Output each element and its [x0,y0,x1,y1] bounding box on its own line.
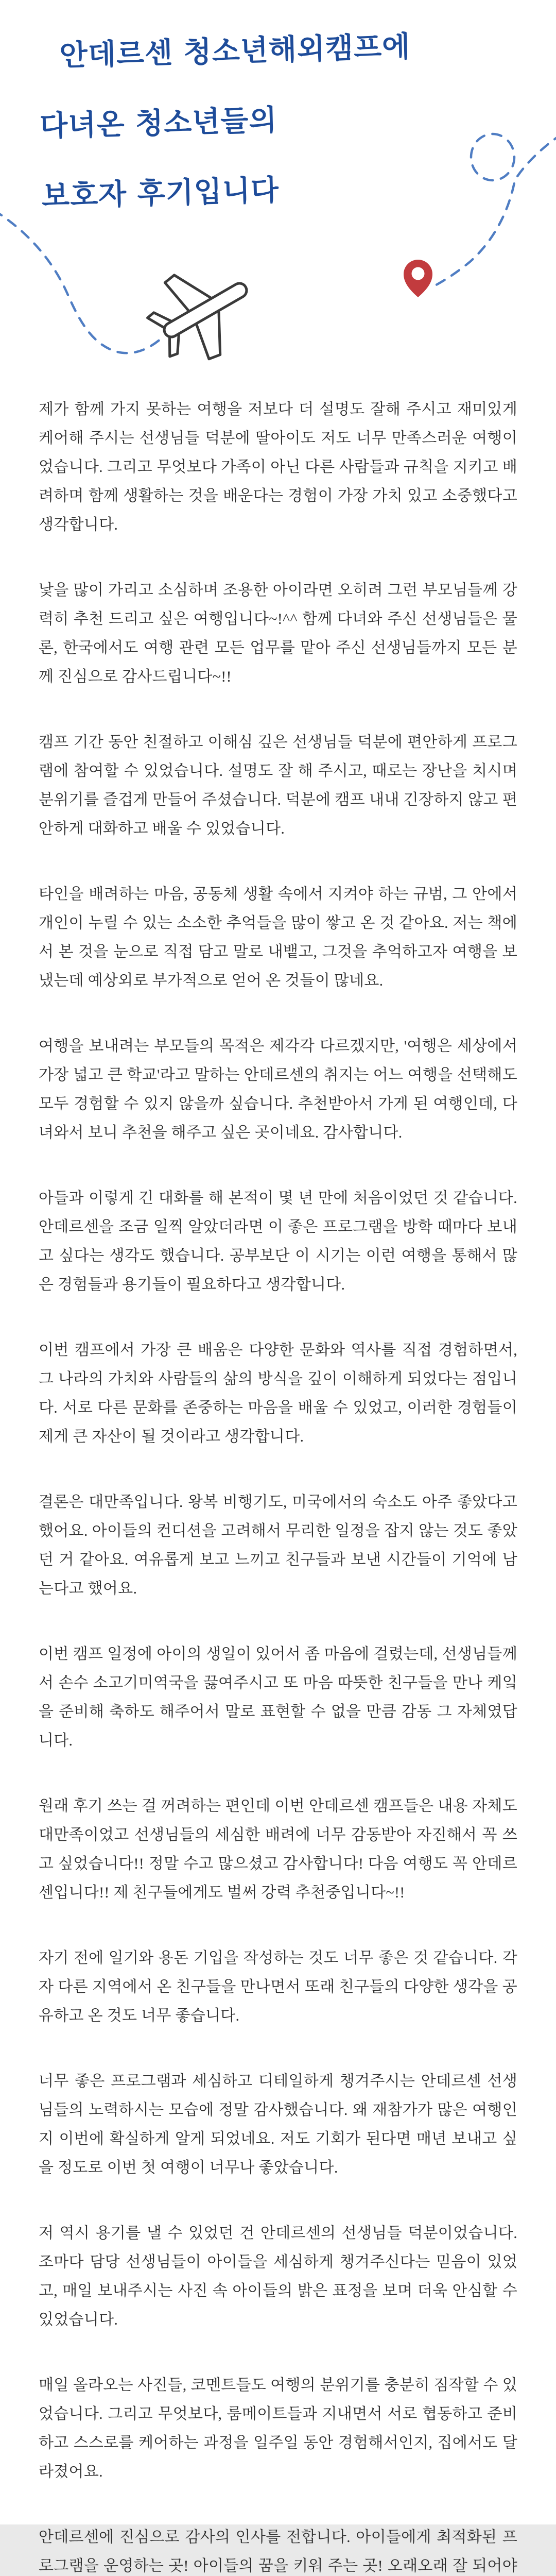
hero-section [0,0,556,393]
review-paragraph: 너무 좋은 프로그램과 세심하고 디테일하게 챙겨주시는 안데르센 선생님들의 노력하시는 모습에 정말 감사했습니다. 왜 재참가가 많은 여행인지 이번에 확실하게 알게 되었네요. 저도 기회가 된다면 매년 보내고 싶을 정도로 이번 첫 여행이 너무나 좋았습니다. [39,2073,517,2176]
review-paragraph: 아들과 이렇게 긴 대화를 해 본적이 몇 년 만에 처음이었던 것 같습니다. 안데르센을 조금 일찍 알았더라면 이 좋은 프로그램을 방학 때마다 보내고 싶다는 생각도 했습니다. 공부보단 이 시기는 이런 여행을 통해서 많은 경험들과 용기들이 필요하다고 생각합니다. [39,1190,517,1293]
review-paragraph: 자기 전에 일기와 용돈 기입을 작성하는 것도 너무 좋은 것 같습니다. 각자 다른 지역에서 온 친구들을 만나면서 또래 친구들의 다양한 생각을 공유하고 온 것도 너무 좋습니다. [39,1950,517,2024]
title-line-2: 다녀온 청소년들의 [39,103,278,143]
airplane-icon [136,247,269,377]
review-paragraph: 이번 캠프 일정에 아이의 생일이 있어서 좀 마음에 걸렸는데, 선생님들께서 손수 소고기미역국을 끓여주시고 또 마음 따뜻한 친구들을 만나 케잌을 준비해 축하도 해주어서 말로 표현할 수 없을 만큼 감동 그 자체였답니다. [39,1646,517,1749]
review-paragraph: 이번 캠프에서 가장 큰 배움은 다양한 문화와 역사를 직접 경험하면서, 그 나라의 가치와 사람들의 삶의 방식을 깊이 이해하게 되었다는 점입니다. 서로 다른 문화를 존중하는 마음을 배울 수 있었고, 이러한 경험들이 제게 큰 자산이 될 것이라고 생각합니다. [39,1342,517,1445]
review-paragraph: 낯을 많이 가리고 소심하며 조용한 아이라면 오히려 그런 부모님들께 강력히 추천 드리고 싶은 여행입니다~!^^ 함께 다녀와 주신 선생님들은 물론, 한국에서도 여행 관련 모든 업무를 맡아 주신 선생님들까지 모든 분께 진심으로 감사드립니다~!! [39,582,517,685]
title-line-1: 안데르센 청소년해외캠프에 [59,30,411,73]
review-paragraph: 타인을 배려하는 마음, 공동체 생활 속에서 지켜야 하는 규범, 그 안에서 개인이 누릴 수 있는 소소한 추억들을 많이 쌓고 온 것 같아요. 저는 책에서 본 것을 눈으로 직접 담고 말로 내뱉고, 그것을 추억하고자 여행을 보냈는데 예상외로 부가적으로 얻어 온 것들이 많네요. [39,886,517,989]
review-paragraph: 매일 올라오는 사진들, 코멘트들도 여행의 분위기를 충분히 짐작할 수 있었습니다. 그리고 무엇보다, 룸메이트들과 지내면서 서로 협동하고 준비하고 스스로를 케어하는 과정을 일주일 동안 경험해서인지, 집에서도 달라졌어요. [39,2377,517,2480]
review-list [0,393,556,2576]
review-paragraph: 제가 함께 가지 못하는 여행을 저보다 더 설명도 잘해 주시고 재미있게 케어해 주시는 선생님들 덕분에 딸아이도 저도 너무 만족스러운 여행이었습니다. 그리고 무엇보다 가족이 아닌 다른 사람들과 규칙을 지키고 배려하며 함께 생활하는 것을 배운다는 경험이 가장 가치 있고 소중했다고 생각합니다. [39,401,517,533]
review-paragraph: 결론은 대만족입니다. 왕복 비행기도, 미국에서의 숙소도 아주 좋았다고 했어요. 아이들의 컨디션을 고려해서 무리한 일정을 잡지 않는 것도 좋았던 거 같아요. 여유롭게 보고 느끼고 친구들과 보낸 시간들이 기억에 남는다고 했어요. [39,1494,517,1597]
dashed-flight-path-loop [471,134,514,180]
map-pin-icon [404,260,432,297]
review-paragraph: 안데르센에 진심으로 감사의 인사를 전합니다. 아이들에게 최적화된 프로그램을 운영하는 곳! 아이들의 꿈을 키워 주는 곳! 오래오래 잘 되어야 [39,2529,517,2574]
dashed-flight-path-right [433,134,556,286]
page-title [37,12,415,232]
review-paragraph: 원래 후기 쓰는 걸 꺼려하는 편인데 이번 안데르센 캠프들은 내용 자체도 대만족이었고 선생님들의 세심한 배려에 너무 감동받아 자진해서 꼭 쓰고 싶었습니다!! 정말 수고 많으셨고 감사합니다! 다음 여행도 꼭 안데르센입니다!! 제 친구들에게도 벌써 강력 추천중입니다~!! [39,1798,517,1901]
review-paragraph: 저 역시 용기를 낼 수 있었던 건 안데르센의 선생님들 덕분이었습니다. 조마다 담당 선생님들이 아이들을 세심하게 챙겨주신다는 믿음이 있었고, 매일 보내주시는 사진 속 아이들의 밝은 표정을 보며 더욱 안심할 수 있었습니다. [39,2225,517,2328]
review-paragraph: 캠프 기간 동안 친절하고 이해심 깊은 선생님들 덕분에 편안하게 프로그램에 참여할 수 있었습니다. 설명도 잘 해 주시고, 때로는 장난을 치시며 분위기를 즐겁게 만들어 주셨습니다. 덕분에 캠프 내내 긴장하지 않고 편안하게 대화하고 배울 수 있었습니다. [39,734,517,837]
dashed-flight-path-left [0,210,161,353]
review-paragraph: 여행을 보내려는 부모들의 목적은 제각각 다르겠지만, '여행은 세상에서 가장 넓고 큰 학교'라고 말하는 안데르센의 취지는 어느 여행을 선택해도 모두 경험할 수 있지 않을까 싶습니다. 추천받아서 가게 된 여행인데, 다녀와서 보니 추천을 해주고 싶은 곳이네요. 감사합니다. [39,1038,517,1141]
title-line-3: 보호자 후기입니다 [41,173,280,213]
